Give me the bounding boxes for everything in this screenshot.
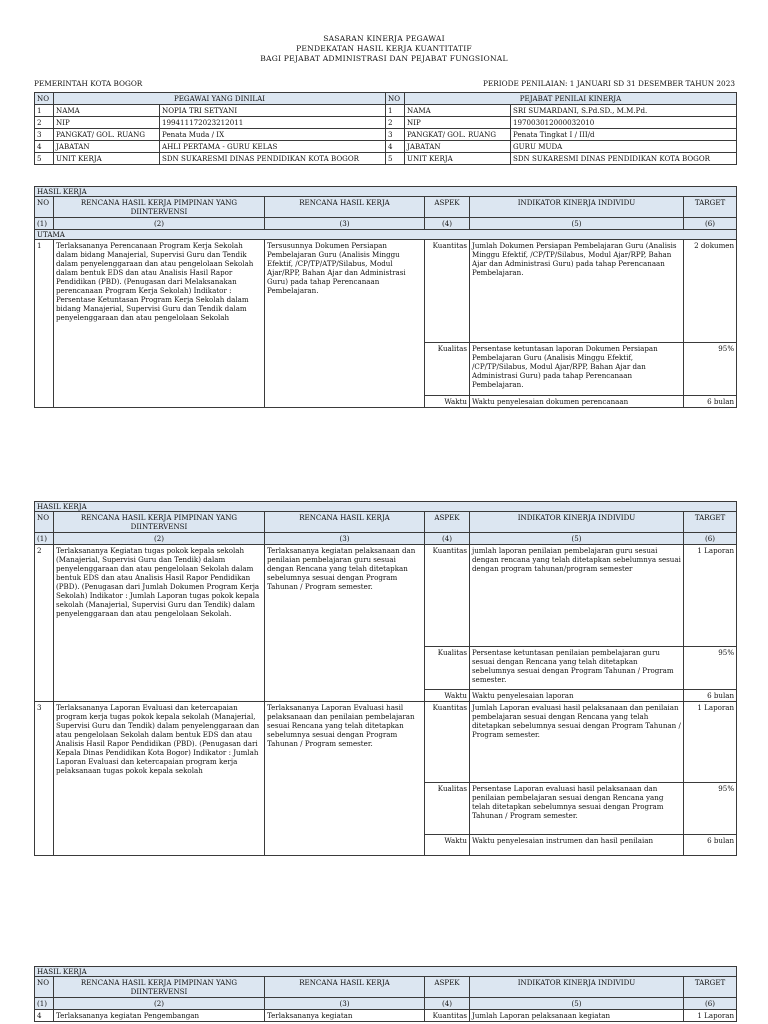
col-num: (4) [425,218,470,230]
target-value: 95% [684,783,737,835]
target-value: 95% [684,343,737,396]
col-num: (4) [425,533,470,545]
indicator-text: Waktu penyelesaian instrumen dan hasil penilaian [470,835,684,856]
row-value: AHLI PERTAMA - GURU KELAS [160,141,386,153]
indicator-text: Jumlah Laporan evaluasi hasil pelaksanaan dan penilaian pembelajaran sesuai dengan Rencana yang telah ditetapkan sebelumnya sesuai dengan Program Tahunan / Program semester. [470,702,684,783]
leader-plan-text: Terlaksananya Kegiatan tugas pokok kepala sekolah (Manajerial, Supervisi Guru dan Tendik) dalam penyelenggaraan dan atau pengelolaan Sekolah dalam bentuk EDS dan atau Analisis Hasil Rapor Pendidikan (PBD). (Penugasan dari Jumlah Dokumen Program Kerja Sekolah) Indikator : Jumlah Laporan tugas pokok kepala sekolah (Manajerial, Supervisi Guru dan Tendik) dalam penyelenggaraan dan atau pengelolaan Sekolah. [54,545,265,702]
indicator-text: Waktu penyelesaian laporan [470,690,684,702]
header-leader-plan: RENCANA HASIL KERJA PIMPINAN YANG DIINTERVENSI [54,512,265,533]
indicator-text: Persentase Laporan evaluasi hasil pelaksanaan dan penilaian pembelajaran sesuai dengan Rencana yang telah ditetapkan sebelumnya sesuai dengan Program Tahunan / Program semester. [470,783,684,835]
leader-plan-text: Terlaksananya kegiatan Pengembangan [54,1010,265,1022]
target-value: 1 Laporan [684,545,737,647]
row-no: 3 [386,129,405,141]
row-no: 4 [35,141,54,153]
work-plan-text: Tersusunnya Dokumen Persiapan Pembelajaran Guru (Analisis Minggu Efektif, /CP/TP/ATP/Silabus, Modul Ajar/RPP, Bahan Ajar dan Administrasi Guru) pada tahap Perencanaan Pembelajaran. [265,240,425,408]
doc-title-line-3: BAGI PEJABAT ADMINISTRASI DAN PEJABAT FUNGSIONAL [260,54,508,63]
column-header-row [35,977,737,998]
aspect-label: Kuantitas [425,1010,470,1022]
header-indicator: INDIKATOR KINERJA INDIVIDU [470,197,684,218]
col-num: (4) [425,998,470,1010]
row-value: NOPIA TRI SETYANI [160,105,386,117]
header-no: NO [35,512,54,533]
aspect-label: Kualitas [425,783,470,835]
evaluated-employee-header: PEGAWAI YANG DINILAI [54,93,386,105]
header-aspect: ASPEK [425,977,470,998]
identity-row [35,141,737,153]
row-no: 3 [35,129,54,141]
row-value: 199411172023212011 [160,117,386,129]
row-label: JABATAN [54,141,160,153]
aspect-label: Waktu [425,396,470,408]
aspect-label: Kualitas [425,647,470,690]
target-value: 6 bulan [684,690,737,702]
indicator-text: Jumlah Laporan pelaksanaan kegiatan [470,1010,684,1022]
work-plan-text: Terlaksananya kegiatan pelaksanaan dan penilaian pembelajaran guru sesuai dengan Rencana yang telah ditetapkan sebelumnya sesuai dengan Program Tahunan / Program semester. [265,545,425,702]
col-num: (3) [265,533,425,545]
section-row [35,187,737,197]
work-results-table-2 [34,501,737,856]
target-value: 95% [684,647,737,690]
header-leader-plan: RENCANA HASIL KERJA PIMPINAN YANG DIINTERVENSI [54,197,265,218]
indicator-text: Waktu penyelesaian dokumen perencanaan [470,396,684,408]
row-value: 197003012000032010 [511,117,737,129]
identity-row [35,153,737,165]
target-value: 6 bulan [684,396,737,408]
aspect-label: Kualitas [425,343,470,396]
col-num: (6) [684,533,737,545]
header-target: TARGET [684,512,737,533]
col-num: (1) [35,218,54,230]
row-value: Penata Muda / IX [160,129,386,141]
item-no: 2 [35,545,54,702]
col-no-header: NO [35,93,54,105]
header-work-plan: RENCANA HASIL KERJA [265,197,425,218]
target-value: 1 Laporan [684,1010,737,1022]
row-value: Penata Tingkat I / III/d [511,129,737,141]
row-no: 2 [386,117,405,129]
col-num: (2) [54,533,265,545]
row-value: SRI SUMARDANI, S.Pd.SD., M.M.Pd. [511,105,737,117]
row-value: GURU MUDA [511,141,737,153]
indicator-text: Persentase ketuntasan penilaian pembelajaran guru sesuai dengan Rencana yang telah ditetapkan sebelumnya sesuai dengan Program Tahunan / Program semester. [470,647,684,690]
header-indicator: INDIKATOR KINERJA INDIVIDU [470,977,684,998]
col-num: (1) [35,998,54,1010]
table-row [35,545,737,647]
col-num: (2) [54,218,265,230]
target-value: 6 bulan [684,835,737,856]
header-aspect: ASPEK [425,197,470,218]
section-row [35,502,737,512]
col-num: (1) [35,533,54,545]
assessor-header: PEJABAT PENILAI KINERJA [405,93,737,105]
col-no-header: NO [386,93,405,105]
item-no: 4 [35,1010,54,1022]
identity-header-row [35,93,737,105]
column-header-row [35,512,737,533]
aspect-label: Waktu [425,690,470,702]
col-num: (5) [470,998,684,1010]
section-title: HASIL KERJA [35,502,737,512]
leader-plan-text: Terlaksananya Laporan Evaluasi dan ketercapaian program kerja tugas pokok kepala sekolah (Manajerial, Supervisi Guru dan Tendik) dalam penyelenggaraan dan atau pengelolaan Sekolah dalam bentuk EDS dan atau Analisis Hasil Rapor Pendidikan (PBD). (Penugasan dari Kepala Dinas Pendidikan Kota Bogor) Indikator : Jumlah Laporan Evaluasi dan ketercapaian program kerja pelaksanaan tugas pokok kepala sekolah [54,702,265,856]
identity-row [35,117,737,129]
target-value: 2 dokumen [684,240,737,343]
work-plan-text: Terlaksananya Laporan Evaluasi hasil pelaksanaan dan penilaian pembelajaran sesuai Rencana yang telah ditetapkan sebelumnya sesuai dengan Program Tahunan / Program semester. [265,702,425,856]
row-label: NIP [405,117,511,129]
work-plan-text: Terlaksananya kegiatan [265,1010,425,1022]
header-aspect: ASPEK [425,512,470,533]
row-label: NAMA [54,105,160,117]
section-row [35,967,737,977]
row-label: UNIT KERJA [405,153,511,165]
row-label: NIP [54,117,160,129]
work-results-table-3 [34,966,737,1022]
row-value: SDN SUKARESMI DINAS PENDIDIKAN KOTA BOGOR [511,153,737,165]
doc-title-line-2: PENDEKATAN HASIL KERJA KUANTITATIF [296,44,472,53]
header-indicator: INDIKATOR KINERJA INDIVIDU [470,512,684,533]
leader-plan-text: Terlaksananya Perencanaan Program Kerja Sekolah dalam bidang Manajerial, Supervisi Guru dan Tendik dalam penyelenggaraan dan atau pengelolaan Sekolah dalam bentuk EDS dan atau Analisis Hasil Rapor Pendidikan (PBD). (Penugasan dari Melaksanakan perencanaan Program Kerja Sekolah) Indikator : Persentase Ketuntasan Program Kerja Sekolah dalam bidang Manajerial, Supervisi Guru dan Tendik dalam penyelenggaraan dan atau pengelolaan Sekolah [54,240,265,408]
row-label: PANGKAT/ GOL. RUANG [54,129,160,141]
header-target: TARGET [684,977,737,998]
row-value: SDN SUKARESMI DINAS PENDIDIKAN KOTA BOGOR [160,153,386,165]
utama-label: UTAMA [35,230,737,240]
row-no: 4 [386,141,405,153]
aspect-label: Kuantitas [425,545,470,647]
row-label: PANGKAT/ GOL. RUANG [405,129,511,141]
section-title: HASIL KERJA [35,967,737,977]
row-no: 1 [35,105,54,117]
column-header-row [35,197,737,218]
header-leader-plan: RENCANA HASIL KERJA PIMPINAN YANG DIINTERVENSI [54,977,265,998]
table-row [35,240,737,343]
work-results-table-1 [34,186,737,408]
indicator-text: jumlah laporan penilaian pembelajaran guru sesuai dengan rencana yang telah ditetapkan sebelumnya sesuai dengan program tahunan/program semester [470,545,684,647]
column-number-row [35,533,737,545]
table-row [35,702,737,783]
header-no: NO [35,977,54,998]
header-target: TARGET [684,197,737,218]
indicator-text: Persentase ketuntasan laporan Dokumen Persiapan Pembelajaran Guru (Analisis Minggu Efektif, /CP/TP/Silabus, Modul Ajar/RPP, Bahan Ajar dan Administrasi Guru) pada tahap Perencanaan Pembelajaran. [470,343,684,396]
item-no: 3 [35,702,54,856]
institution-label: PEMERINTAH KOTA BOGOR [34,79,143,88]
col-num: (3) [265,998,425,1010]
table-row [35,1010,737,1022]
col-num: (6) [684,998,737,1010]
column-number-row [35,998,737,1010]
row-no: 1 [386,105,405,117]
col-num: (6) [684,218,737,230]
row-no: 5 [386,153,405,165]
col-num: (5) [470,218,684,230]
col-num: (5) [470,533,684,545]
row-label: JABATAN [405,141,511,153]
col-num: (3) [265,218,425,230]
header-work-plan: RENCANA HASIL KERJA [265,977,425,998]
section-title: HASIL KERJA [35,187,737,197]
row-no: 2 [35,117,54,129]
row-no: 5 [35,153,54,165]
period-label: PERIODE PENILAIAN: 1 JANUARI SD 31 DESEMBER TAHUN 2023 [483,79,735,88]
header-no: NO [35,197,54,218]
doc-title-line-1: SASARAN KINERJA PEGAWAI [323,34,445,43]
aspect-label: Kuantitas [425,240,470,343]
aspect-label: Waktu [425,835,470,856]
section-row [35,230,737,240]
column-number-row [35,218,737,230]
indicator-text: Jumlah Dokumen Persiapan Pembelajaran Guru (Analisis Minggu Efektif, /CP/TP/Silabus, Modul Ajar/RPP, Bahan Ajar dan Administrasi Guru) pada tahap Perencanaan Pembelajaran. [470,240,684,343]
row-label: UNIT KERJA [54,153,160,165]
col-num: (2) [54,998,265,1010]
identity-row [35,105,737,117]
item-no: 1 [35,240,54,408]
identity-row [35,129,737,141]
identity-table [34,92,737,165]
aspect-label: Kuantitas [425,702,470,783]
row-label: NAMA [405,105,511,117]
target-value: 1 Laporan [684,702,737,783]
header-work-plan: RENCANA HASIL KERJA [265,512,425,533]
